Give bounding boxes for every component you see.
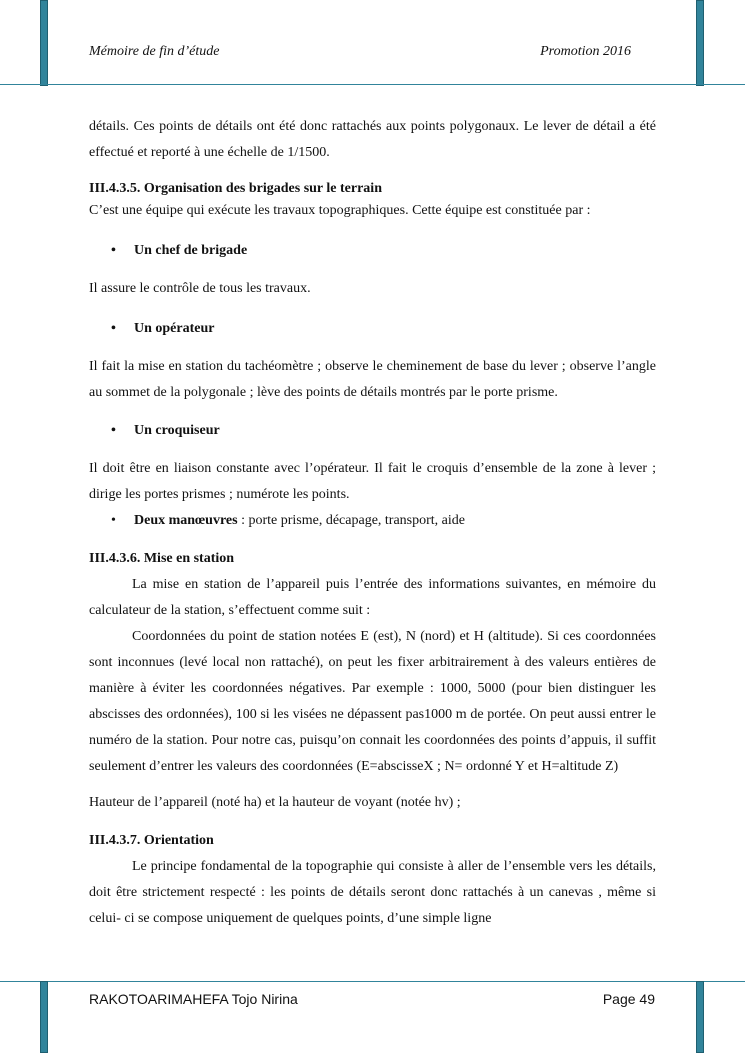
- footer-author: RAKOTOARIMAHEFA Tojo Nirina: [89, 991, 298, 1007]
- bullet-icon: •: [111, 423, 116, 438]
- footer-page-number: Page 49: [602, 991, 655, 1007]
- bullet-text: Un opérateur: [134, 321, 215, 336]
- top-right-bar: [696, 0, 704, 86]
- bullet-icon: •: [111, 243, 116, 258]
- section-heading: III.4.3.5. Organisation des brigades sur le terrain: [89, 181, 382, 196]
- paragraph: La mise en station de l’appareil puis l’entrée des informations suivantes, en mémoire du calculateur de la station, s’effectuent comme suit :: [89, 577, 656, 618]
- bullet-item: [89, 316, 656, 342]
- paragraph: Hauteur de l’appareil (noté ha) et la hauteur de voyant (notée hv) ;: [89, 795, 461, 810]
- paragraph: C’est une équipe qui exécute les travaux topographiques. Cette équipe est constituée par :: [89, 203, 591, 218]
- top-left-bar: [40, 0, 48, 86]
- paragraph: Le principe fondamental de la topographie qui consiste à aller de l’ensemble vers les détails, doit être strictement respecté : les points de détails seront donc rattachés à un canevas , même si celui- ci se compose uniquement de quelques points, d’une simple ligne: [89, 859, 656, 926]
- bullet-text: Un chef de brigade: [134, 243, 248, 258]
- bullet-icon: •: [111, 513, 116, 528]
- bullet-text-rest: : porte prisme, décapage, transport, aide: [237, 513, 465, 528]
- bullet-item: [89, 418, 656, 444]
- bullet-item: [89, 238, 656, 264]
- section-heading: III.4.3.7. Orientation: [89, 833, 214, 848]
- bullet-icon: •: [111, 321, 116, 336]
- paragraph: détails. Ces points de détails ont été donc rattachés aux points polygonaux. Le lever de détail a été effectué et reporté à une échelle de 1/1500.: [89, 119, 656, 160]
- paragraph: Coordonnées du point de station notées E (est), N (nord) et H (altitude). Si ces coordonnées sont inconnues (levé local non rattaché), on peut les fixer arbitrairement à des valeurs entières de manière à éviter les coordonnées négatives. Par exemple : 1000, 5000 (pour bien distinguer les abscisses des ordonnées), 100 si les visées ne dépassent pas1000 m de portée. On peut aussi entrer le numéro de la station. Pour notre cas, puisqu’on connait les coordonnées des points d’appuis, il suffit seulement d’entrer les valeurs des coordonnées (E=abscisseX ; N= ordonné Y et H=altitude Z): [89, 629, 656, 774]
- paragraph: Il fait la mise en station du tachéomètre ; observe le cheminement de base du lever ; observe l’angle au sommet de la polygonale ; lève des points de détails montrés par le porte prisme.: [89, 359, 656, 400]
- bullet-item: [89, 508, 656, 534]
- paragraph: Il assure le contrôle de tous les travaux.: [89, 281, 311, 296]
- footer-rule: [0, 981, 745, 982]
- bullet-text: Deux manœuvres: [134, 513, 238, 528]
- bottom-right-bar: [696, 981, 704, 1053]
- bottom-left-bar: [40, 981, 48, 1053]
- section-heading: III.4.3.6. Mise en station: [89, 551, 235, 566]
- page-body: [89, 114, 656, 932]
- header-rule: [0, 84, 745, 85]
- header-title: Mémoire de fin d’étude: [89, 44, 220, 59]
- paragraph: Il doit être en liaison constante avec l’opérateur. Il fait le croquis d’ensemble de la zone à lever ; dirige les portes prismes ; numérote les points.: [89, 461, 656, 502]
- bullet-text: Un croquiseur: [134, 423, 220, 438]
- header-promotion: Promotion 2016: [540, 44, 631, 59]
